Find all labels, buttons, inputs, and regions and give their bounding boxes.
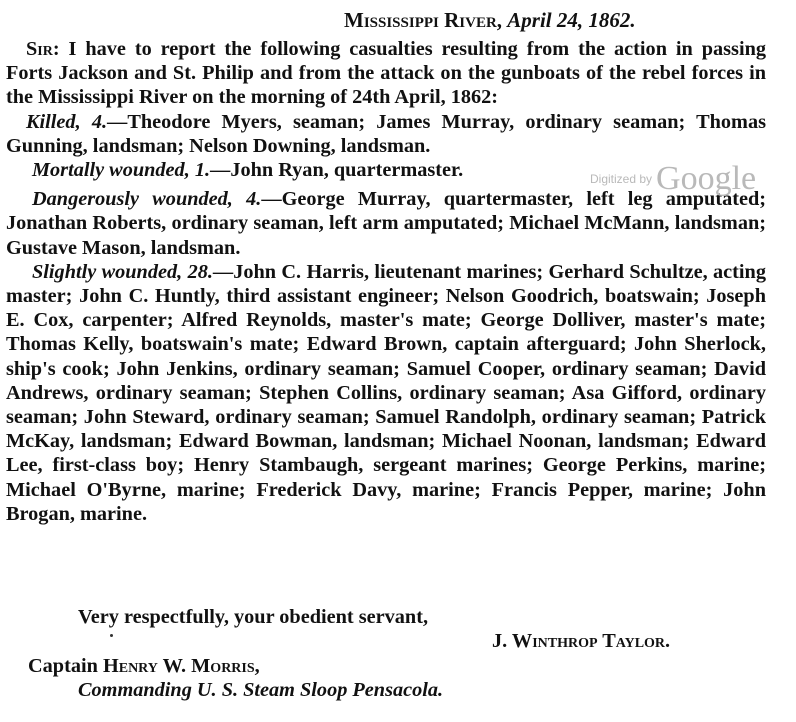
watermark-logo: Google [656, 160, 757, 197]
addressee-title: Commanding U. S. Steam Sloop Pensacola. [78, 679, 444, 701]
killed-paragraph [6, 110, 766, 158]
stray-dot [110, 634, 113, 637]
addressee-rank: Captain [28, 655, 103, 677]
killed-label: Killed, 4. [26, 110, 108, 133]
slightly-label: Slightly wounded, 28. [32, 260, 213, 283]
mortally-label: Mortally wounded, 1. [32, 159, 211, 182]
mortally-text: —John Ryan, quartermaster. [210, 159, 464, 182]
intro-paragraph [6, 37, 766, 110]
intro-text: I have to report the following casualties resulting from the action in passing Forts Jackson and St. Philip and from the attack on the gunboats of the rebel forces in the Mississippi River on the morning of 24th April, 1862: [6, 38, 766, 109]
dateline-place: Mississippi River, [344, 8, 503, 32]
dateline-date: April 24, 1862. [507, 8, 636, 32]
dangerously-text: —George Murray, quartermaster, left leg amputated; Jonathan Roberts, ordinary seaman, left arm amputated; Michael McMann, landsman; Gustave Mason, landsman. [6, 188, 767, 259]
dangerously-paragraph [6, 187, 766, 260]
killed-text: —Theodore Myers, seaman; James Murray, ordinary seaman; Thomas Gunning, landsman; Nelson Downing, landsman. [6, 110, 766, 157]
google-watermark [590, 160, 756, 198]
salutation: Sir: [26, 38, 60, 60]
letter-body [6, 37, 766, 526]
addressee [28, 655, 260, 678]
addressee-name: Henry W. Morris, [102, 655, 260, 677]
dateline [344, 8, 636, 33]
dangerously-label: Dangerously wounded, 4. [32, 188, 262, 211]
slightly-paragraph [6, 260, 766, 526]
closing: Very respectfully, your obedient servant, [78, 606, 429, 628]
watermark-small: Digitized by [590, 172, 653, 186]
slightly-text: —John C. Harris, lieutenant marines; Gerhard Schultze, acting master; John C. Huntly, third assistant engineer; Nelson Goodrich, boatswain; Joseph E. Cox, carpenter; Alfred Reynolds, master's mate; George Dolliver, master's mate; Thomas Kelly, boatswain's mate; Edward Brown, captain afterguard; John Sherlock, ship's cook; John Jenkins, ordinary seaman; Samuel Cooper, ordinary seaman; David Andrews, ordinary seaman; Stephen Collins, ordinary seaman; Asa Gifford, ordinary seaman; John Steward, ordinary seaman; Samuel Randolph, ordinary seaman; Patrick McKay, landsman; Edward Bowman, landsman; Michael Noonan, landsman; Edward Lee, first-class boy; Henry Stambaugh, sergeant marines; George Perkins, marine; Michael O'Byrne, marine; Frederick Davy, marine; Francis Pepper, marine; John Brogan, marine. [6, 260, 766, 525]
signature: J. Winthrop Taylor. [492, 630, 671, 652]
